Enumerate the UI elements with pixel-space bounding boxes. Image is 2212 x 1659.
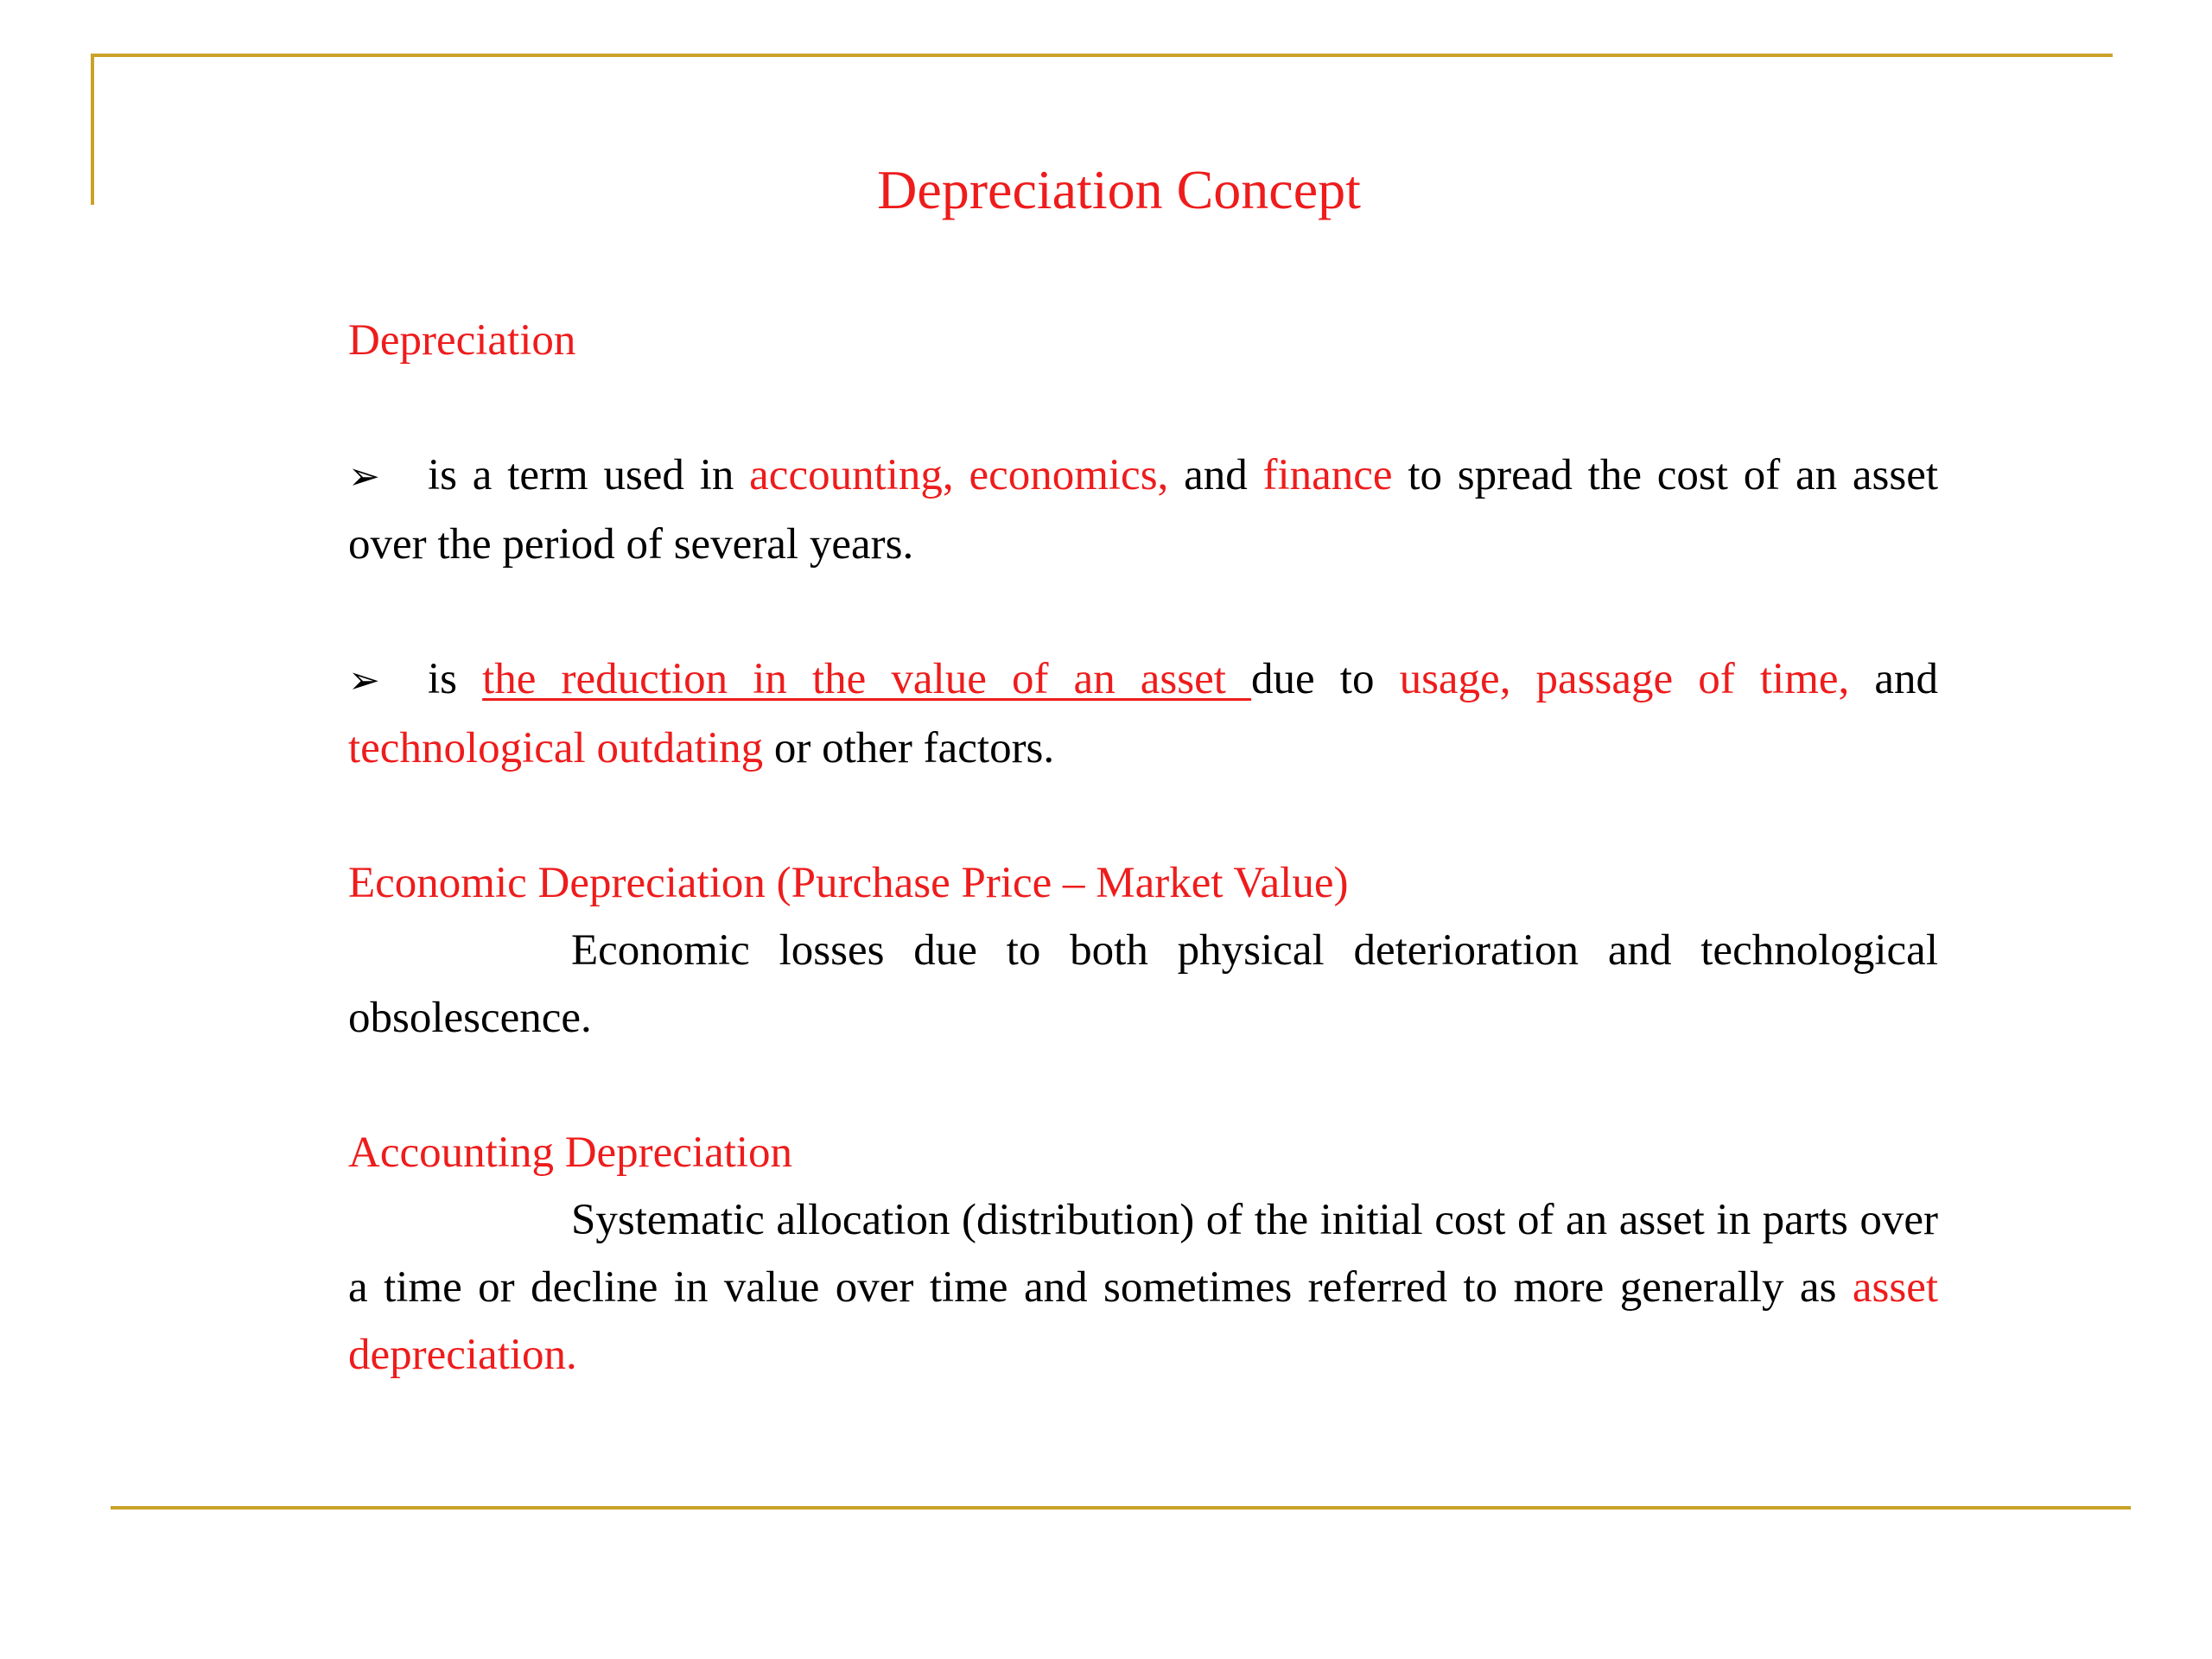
economic-depreciation-heading: Economic Depreciation (Purchase Price – Market Value) — [348, 859, 1349, 907]
underlined-definition: the reduction in the value of an asset — [482, 655, 1252, 703]
arrowhead-bullet-icon: ➢ — [348, 658, 380, 702]
accounting-depreciation-heading: Accounting Depreciation — [348, 1128, 793, 1177]
top-border-line — [91, 54, 2113, 57]
highlight-causes: usage, passage of time, — [1399, 655, 1850, 703]
slide-title: Depreciation Concept — [877, 159, 1361, 220]
bullet-item-1: ➢ is a term used in accounting, economics, and finance to spread the cost of an asset over the period of several years. — [348, 442, 1938, 578]
highlight-finance: finance — [1262, 451, 1393, 499]
arrowhead-bullet-icon: ➢ — [348, 454, 380, 499]
bullet-item-2: ➢ is the reduction in the value of an asset due to usage, passage of time, and technological outdating or other factors. — [348, 645, 1938, 782]
slide-content — [348, 307, 1938, 1389]
highlight-technological-outdating: technological outdating — [348, 724, 764, 772]
depreciation-heading: Depreciation — [348, 316, 576, 365]
highlight-asset-depreciation: asset depreciation. — [348, 1263, 1938, 1379]
economic-depreciation-body: Economic losses due to both physical deterioration and technological obsolescence. — [348, 926, 1938, 1042]
highlight-fields: accounting, economics, — [749, 451, 1169, 499]
bottom-border-line — [111, 1506, 2131, 1510]
accounting-depreciation-body: Systematic allocation (distribution) of the initial cost of an asset in parts over a time or decline in value over time and sometimes referred to more generally as asset depreciation. — [348, 1196, 1938, 1379]
